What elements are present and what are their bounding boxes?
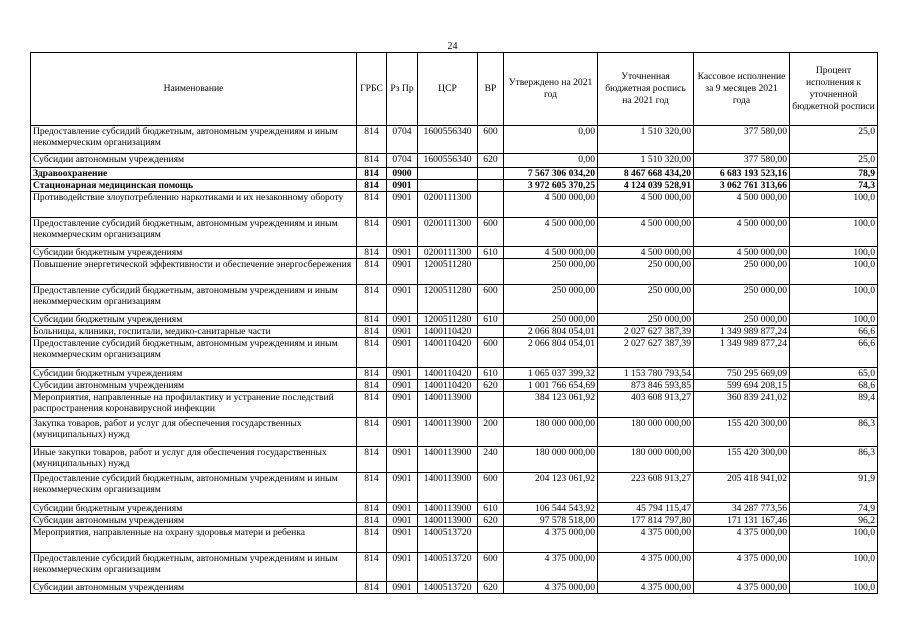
cell-percent: 96,2	[790, 515, 878, 527]
page-number: 24	[447, 41, 458, 52]
cell-name: Повышение энергетической эффективности и обеспечение энергосбережения	[31, 259, 357, 285]
cell-rzpr: 0901	[387, 447, 418, 473]
cell-name: Здравоохранение	[31, 168, 357, 180]
cell-grbs: 814	[357, 582, 387, 594]
cell-rzpr: 0901	[387, 473, 418, 503]
cell-rzpr: 0901	[387, 338, 418, 368]
cell-grbs: 814	[357, 392, 387, 418]
cell-rzpr: 0901	[387, 515, 418, 527]
cell-cash: 4 500 000,00	[694, 247, 790, 259]
table-row	[31, 503, 878, 515]
cell-refined: 4 500 000,00	[598, 247, 694, 259]
cell-percent: 74,3	[790, 180, 878, 192]
cell-approved: 4 500 000,00	[504, 218, 598, 247]
table-row	[31, 515, 878, 527]
cell-csr: 1400113900	[418, 515, 478, 527]
cell-rzpr: 0901	[387, 285, 418, 314]
cell-refined: 2 027 627 387,39	[598, 326, 694, 338]
cell-approved: 1 001 766 654,69	[504, 380, 598, 392]
cell-vr	[478, 168, 504, 180]
cell-approved: 97 578 518,00	[504, 515, 598, 527]
col-header-rzpr: Рз Пр	[387, 53, 418, 126]
cell-approved: 4 375 000,00	[504, 553, 598, 582]
cell-approved: 204 123 061,92	[504, 473, 598, 503]
cell-grbs: 814	[357, 473, 387, 503]
cell-vr: 600	[478, 553, 504, 582]
cell-cash: 599 694 208,15	[694, 380, 790, 392]
cell-vr: 610	[478, 247, 504, 259]
table-row	[31, 338, 878, 368]
cell-refined: 180 000 000,00	[598, 447, 694, 473]
cell-approved: 1 065 037 399,32	[504, 368, 598, 380]
cell-name: Больницы, клиники, госпитали, медико-санитарные части	[31, 326, 357, 338]
table-row	[31, 126, 878, 154]
table-row	[31, 527, 878, 553]
cell-csr: 1400113900	[418, 503, 478, 515]
cell-percent: 86,3	[790, 418, 878, 447]
cell-grbs: 814	[357, 192, 387, 218]
cell-refined: 4 500 000,00	[598, 218, 694, 247]
cell-rzpr: 0704	[387, 126, 418, 154]
cell-name: Предоставление субсидий бюджетным, автономным учреждениям и иным некоммерческим организациям	[31, 338, 357, 368]
cell-rzpr: 0901	[387, 392, 418, 418]
cell-approved: 4 375 000,00	[504, 527, 598, 553]
cell-rzpr: 0901	[387, 582, 418, 594]
cell-percent: 89,4	[790, 392, 878, 418]
cell-csr: 1600556340	[418, 126, 478, 154]
cell-csr: 1400110420	[418, 326, 478, 338]
col-header-percent: Процент исполнения к уточненной бюджетной росписи	[790, 53, 878, 126]
col-header-cash: Кассовое исполнение за 9 месяцев 2021 года	[694, 53, 790, 126]
table-row	[31, 392, 878, 418]
cell-cash: 3 062 761 313,66	[694, 180, 790, 192]
cell-rzpr: 0901	[387, 553, 418, 582]
cell-grbs: 814	[357, 380, 387, 392]
cell-name: Предоставление субсидий бюджетным, автономным учреждениям и иным некоммерческим организациям	[31, 285, 357, 314]
cell-refined: 403 608 913,27	[598, 392, 694, 418]
cell-vr: 610	[478, 314, 504, 326]
cell-cash: 360 839 241,02	[694, 392, 790, 418]
cell-name: Субсидии бюджетным учреждениям	[31, 368, 357, 380]
cell-refined: 4 124 039 528,91	[598, 180, 694, 192]
cell-csr: 1400113900	[418, 473, 478, 503]
cell-rzpr: 0901	[387, 503, 418, 515]
cell-percent: 66,6	[790, 338, 878, 368]
table-row	[31, 154, 878, 168]
cell-cash: 4 375 000,00	[694, 553, 790, 582]
cell-percent: 100,0	[790, 285, 878, 314]
table-row	[31, 380, 878, 392]
cell-vr: 620	[478, 380, 504, 392]
cell-name: Субсидии автономным учреждениям	[31, 154, 357, 168]
cell-grbs: 814	[357, 126, 387, 154]
cell-percent: 100,0	[790, 218, 878, 247]
cell-approved: 7 567 306 034,20	[504, 168, 598, 180]
cell-vr: 600	[478, 473, 504, 503]
cell-name: Противодействие злоупотреблению наркотиками и их незаконному обороту	[31, 192, 357, 218]
cell-name: Субсидии автономным учреждениям	[31, 380, 357, 392]
cell-vr: 620	[478, 154, 504, 168]
cell-refined: 4 500 000,00	[598, 192, 694, 218]
cell-refined: 4 375 000,00	[598, 582, 694, 594]
cell-cash: 171 131 167,46	[694, 515, 790, 527]
cell-rzpr: 0901	[387, 247, 418, 259]
cell-grbs: 814	[357, 259, 387, 285]
cell-approved: 4 500 000,00	[504, 192, 598, 218]
cell-vr: 600	[478, 285, 504, 314]
cell-name: Субсидии бюджетным учреждениям	[31, 247, 357, 259]
cell-rzpr: 0901	[387, 180, 418, 192]
table-row	[31, 247, 878, 259]
cell-csr: 0200111300	[418, 218, 478, 247]
cell-cash: 377 580,00	[694, 154, 790, 168]
cell-percent: 100,0	[790, 192, 878, 218]
cell-refined: 250 000,00	[598, 285, 694, 314]
cell-percent: 100,0	[790, 259, 878, 285]
cell-grbs: 814	[357, 418, 387, 447]
cell-cash: 4 375 000,00	[694, 582, 790, 594]
cell-refined: 45 794 115,47	[598, 503, 694, 515]
cell-refined: 1 153 780 793,54	[598, 368, 694, 380]
cell-approved: 106 544 543,92	[504, 503, 598, 515]
cell-name: Мероприятия, направленные на профилактику и устранение последствий распространения коронавирусной инфекции	[31, 392, 357, 418]
cell-csr: 1200511280	[418, 259, 478, 285]
cell-percent: 68,6	[790, 380, 878, 392]
cell-approved: 3 972 605 370,25	[504, 180, 598, 192]
cell-percent: 78,9	[790, 168, 878, 180]
table-row	[31, 418, 878, 447]
cell-csr: 1400513720	[418, 582, 478, 594]
table-row	[31, 447, 878, 473]
cell-refined: 250 000,00	[598, 259, 694, 285]
cell-name: Субсидии автономным учреждениям	[31, 515, 357, 527]
cell-rzpr: 0901	[387, 326, 418, 338]
cell-vr	[478, 259, 504, 285]
cell-vr	[478, 527, 504, 553]
cell-percent: 100,0	[790, 582, 878, 594]
cell-refined: 177 814 797,80	[598, 515, 694, 527]
cell-refined: 250 000,00	[598, 314, 694, 326]
cell-rzpr: 0901	[387, 314, 418, 326]
cell-approved: 4 375 000,00	[504, 582, 598, 594]
cell-rzpr: 0901	[387, 192, 418, 218]
cell-cash: 377 580,00	[694, 126, 790, 154]
cell-grbs: 814	[357, 527, 387, 553]
cell-refined: 1 510 320,00	[598, 126, 694, 154]
cell-cash: 155 420 300,00	[694, 447, 790, 473]
cell-cash: 1 349 989 877,24	[694, 326, 790, 338]
table-row	[31, 314, 878, 326]
cell-vr	[478, 392, 504, 418]
cell-grbs: 814	[357, 515, 387, 527]
cell-rzpr: 0901	[387, 527, 418, 553]
table-row	[31, 473, 878, 503]
cell-rzpr: 0901	[387, 259, 418, 285]
cell-grbs: 814	[357, 326, 387, 338]
cell-refined: 8 467 668 434,20	[598, 168, 694, 180]
table-row	[31, 180, 878, 192]
cell-vr	[478, 326, 504, 338]
cell-csr	[418, 168, 478, 180]
cell-percent: 91,9	[790, 473, 878, 503]
cell-grbs: 814	[357, 503, 387, 515]
cell-csr: 1400113900	[418, 447, 478, 473]
cell-name: Предоставление субсидий бюджетным, автономным учреждениям и иным некоммерческим организациям	[31, 473, 357, 503]
cell-name: Иные закупки товаров, работ и услуг для обеспечения государственных (муниципальных) нужд	[31, 447, 357, 473]
cell-cash: 250 000,00	[694, 285, 790, 314]
cell-vr: 620	[478, 582, 504, 594]
cell-cash: 205 418 941,02	[694, 473, 790, 503]
cell-approved: 384 123 061,92	[504, 392, 598, 418]
cell-vr: 600	[478, 218, 504, 247]
cell-cash: 750 295 669,09	[694, 368, 790, 380]
table-row	[31, 285, 878, 314]
cell-csr: 1600556340	[418, 154, 478, 168]
budget-table	[30, 52, 878, 594]
cell-cash: 1 349 989 877,24	[694, 338, 790, 368]
table-row	[31, 326, 878, 338]
cell-csr: 1400110420	[418, 380, 478, 392]
cell-approved: 2 066 804 054,01	[504, 326, 598, 338]
cell-grbs: 814	[357, 168, 387, 180]
cell-rzpr: 0901	[387, 368, 418, 380]
cell-grbs: 814	[357, 368, 387, 380]
cell-name: Предоставление субсидий бюджетным, автономным учреждениям и иным некоммерческим организациям	[31, 126, 357, 154]
cell-vr: 620	[478, 515, 504, 527]
table-row	[31, 259, 878, 285]
cell-percent: 74,9	[790, 503, 878, 515]
cell-vr: 200	[478, 418, 504, 447]
table-row	[31, 553, 878, 582]
cell-grbs: 814	[357, 218, 387, 247]
cell-vr	[478, 180, 504, 192]
cell-approved: 0,00	[504, 126, 598, 154]
cell-grbs: 814	[357, 447, 387, 473]
table-header-row	[31, 53, 878, 126]
cell-vr: 600	[478, 126, 504, 154]
col-header-approved: Утверждено на 2021 год	[504, 53, 598, 126]
cell-grbs: 814	[357, 285, 387, 314]
cell-refined: 223 608 913,27	[598, 473, 694, 503]
cell-percent: 100,0	[790, 247, 878, 259]
cell-csr: 1200511280	[418, 314, 478, 326]
table-row	[31, 582, 878, 594]
cell-approved: 4 500 000,00	[504, 247, 598, 259]
cell-cash: 6 683 193 523,16	[694, 168, 790, 180]
cell-csr: 0200111300	[418, 247, 478, 259]
cell-rzpr: 0900	[387, 168, 418, 180]
table-row	[31, 368, 878, 380]
cell-rzpr: 0704	[387, 154, 418, 168]
cell-vr	[478, 192, 504, 218]
col-header-name: Наименование	[31, 53, 357, 126]
cell-approved: 0,00	[504, 154, 598, 168]
cell-grbs: 814	[357, 247, 387, 259]
cell-rzpr: 0901	[387, 380, 418, 392]
cell-vr: 240	[478, 447, 504, 473]
cell-name: Предоставление субсидий бюджетным, автономным учреждениям и иным некоммерческим организациям	[31, 553, 357, 582]
cell-percent: 86,3	[790, 447, 878, 473]
cell-cash: 4 375 000,00	[694, 527, 790, 553]
table-row	[31, 168, 878, 180]
table-body	[31, 126, 878, 594]
cell-vr: 600	[478, 338, 504, 368]
cell-name: Закупка товаров, работ и услуг для обеспечения государственных (муниципальных) нужд	[31, 418, 357, 447]
cell-name: Субсидии бюджетным учреждениям	[31, 314, 357, 326]
cell-rzpr: 0901	[387, 218, 418, 247]
cell-cash: 250 000,00	[694, 259, 790, 285]
cell-grbs: 814	[357, 314, 387, 326]
cell-csr	[418, 180, 478, 192]
cell-refined: 873 846 593,85	[598, 380, 694, 392]
cell-grbs: 814	[357, 154, 387, 168]
cell-cash: 4 500 000,00	[694, 192, 790, 218]
col-header-refined: Уточненная бюджетная роспись на 2021 год	[598, 53, 694, 126]
cell-refined: 2 027 627 387,39	[598, 338, 694, 368]
cell-name: Субсидии бюджетным учреждениям	[31, 503, 357, 515]
cell-grbs: 814	[357, 338, 387, 368]
col-header-vr: ВР	[478, 53, 504, 126]
cell-vr: 610	[478, 368, 504, 380]
cell-csr: 1400513720	[418, 553, 478, 582]
cell-approved: 2 066 804 054,01	[504, 338, 598, 368]
cell-grbs: 814	[357, 180, 387, 192]
cell-cash: 155 420 300,00	[694, 418, 790, 447]
cell-csr: 1200511280	[418, 285, 478, 314]
cell-csr: 1400513720	[418, 527, 478, 553]
cell-refined: 180 000 000,00	[598, 418, 694, 447]
cell-name: Стационарная медицинская помощь	[31, 180, 357, 192]
cell-cash: 4 500 000,00	[694, 218, 790, 247]
cell-cash: 34 287 773,56	[694, 503, 790, 515]
col-header-grbs: ГРБС	[357, 53, 387, 126]
cell-csr: 1400113900	[418, 392, 478, 418]
cell-approved: 180 000 000,00	[504, 418, 598, 447]
cell-vr: 610	[478, 503, 504, 515]
cell-name: Мероприятия, направленные на охрану здоровья матери и ребенка	[31, 527, 357, 553]
cell-csr: 1400110420	[418, 368, 478, 380]
table-row	[31, 218, 878, 247]
cell-approved: 250 000,00	[504, 314, 598, 326]
cell-csr: 0200111300	[418, 192, 478, 218]
table-row	[31, 192, 878, 218]
cell-rzpr: 0901	[387, 418, 418, 447]
cell-percent: 25,0	[790, 154, 878, 168]
col-header-csr: ЦСР	[418, 53, 478, 126]
cell-name: Субсидии автономным учреждениям	[31, 582, 357, 594]
cell-name: Предоставление субсидий бюджетным, автономным учреждениям и иным некоммерческим организациям	[31, 218, 357, 247]
cell-approved: 250 000,00	[504, 259, 598, 285]
cell-refined: 4 375 000,00	[598, 553, 694, 582]
cell-percent: 25,0	[790, 126, 878, 154]
cell-percent: 66,6	[790, 326, 878, 338]
cell-percent: 65,0	[790, 368, 878, 380]
cell-csr: 1400113900	[418, 418, 478, 447]
cell-refined: 1 510 320,00	[598, 154, 694, 168]
cell-refined: 4 375 000,00	[598, 527, 694, 553]
cell-approved: 180 000 000,00	[504, 447, 598, 473]
cell-csr: 1400110420	[418, 338, 478, 368]
cell-approved: 250 000,00	[504, 285, 598, 314]
cell-percent: 100,0	[790, 553, 878, 582]
cell-grbs: 814	[357, 553, 387, 582]
cell-cash: 250 000,00	[694, 314, 790, 326]
cell-percent: 100,0	[790, 314, 878, 326]
cell-percent: 100,0	[790, 527, 878, 553]
